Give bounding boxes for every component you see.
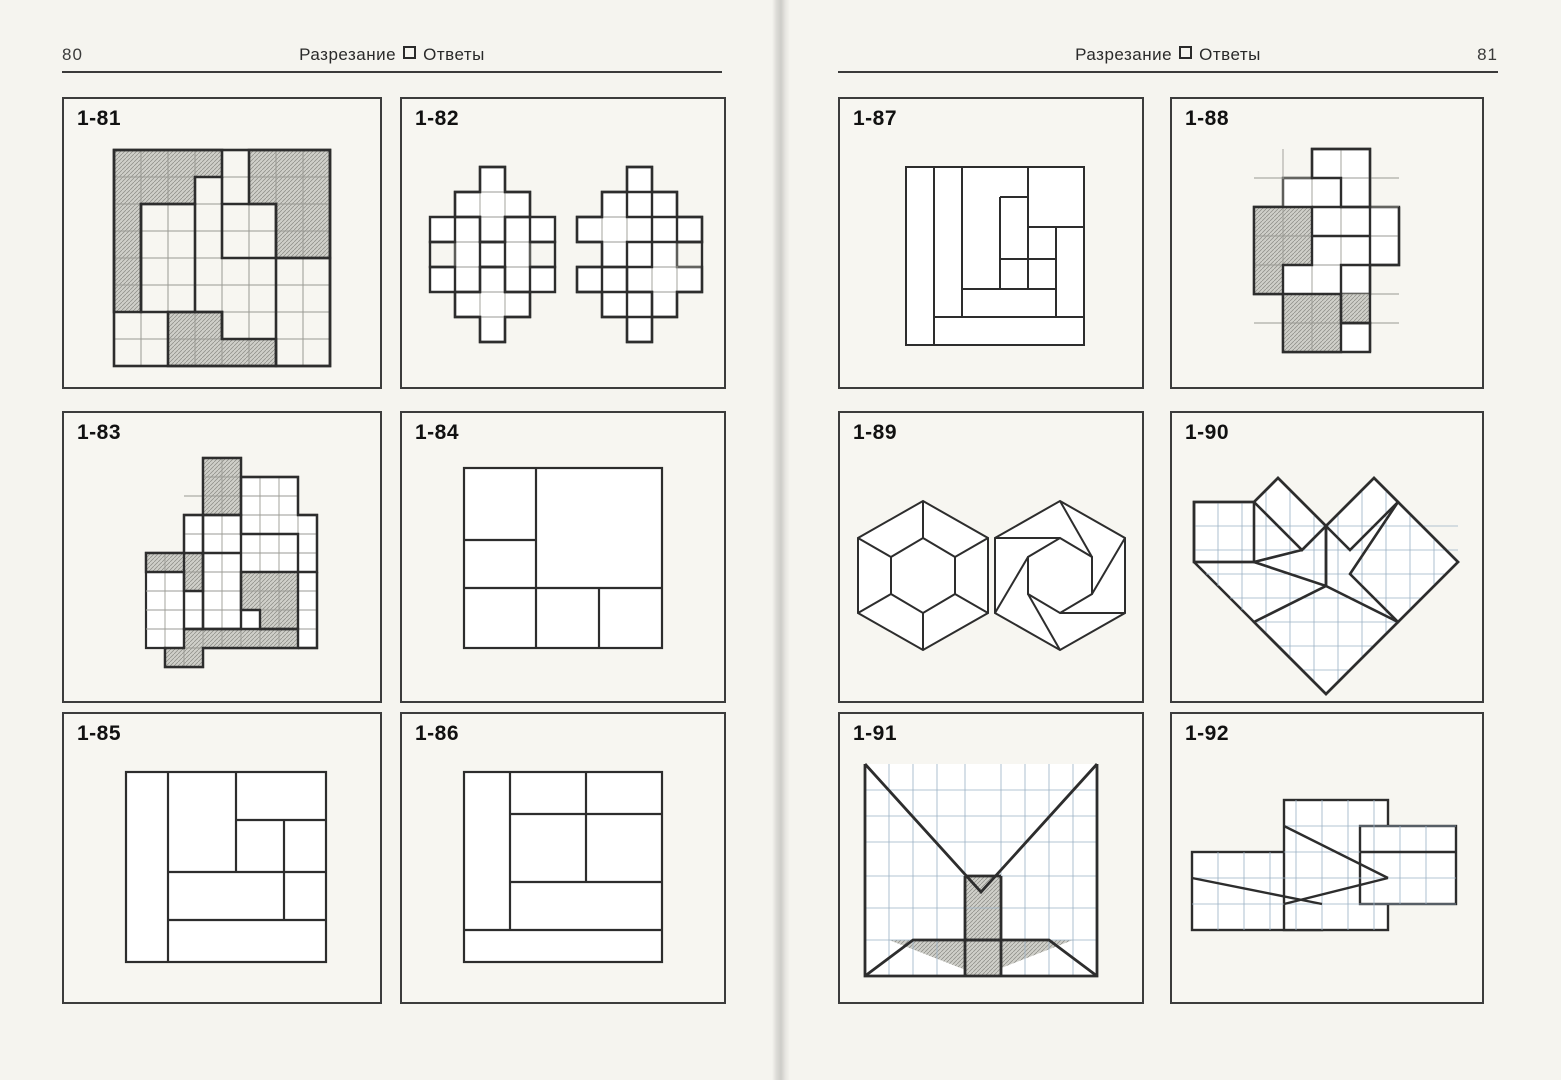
answer-label: 1-88: [1185, 107, 1230, 130]
answer-figure-1-82: [402, 99, 724, 387]
answer-cell-1-83: [62, 411, 382, 703]
header-left: [62, 45, 722, 75]
answer-label: 1-83: [77, 421, 122, 444]
answer-cell-1-87: [838, 97, 1144, 389]
header-title-left: [62, 45, 722, 65]
answer-figure-1-87: [840, 99, 1142, 387]
answer-figure-1-83: [64, 413, 380, 701]
answer-label: 1-87: [853, 107, 898, 130]
answer-cell-1-82: [400, 97, 726, 389]
answer-figure-1-91: [840, 714, 1142, 1002]
answer-label: 1-90: [1185, 421, 1230, 444]
answer-figure-1-92: [1172, 714, 1482, 1002]
answer-cell-1-91: [838, 712, 1144, 1004]
answer-figure-1-90: [1172, 413, 1482, 701]
answer-figure-1-89: [840, 413, 1142, 701]
answer-label: 1-92: [1185, 722, 1230, 745]
answer-figure-1-84: [402, 413, 724, 701]
header-title-right-start: Разрезание: [1075, 45, 1173, 64]
answer-figure-1-85: [64, 714, 380, 1002]
answer-label: 1-84: [415, 421, 460, 444]
answer-cell-1-92: [1170, 712, 1484, 1004]
answer-figure-1-86: [402, 714, 724, 1002]
header-title-right: [838, 45, 1498, 65]
answer-cell-1-88: [1170, 97, 1484, 389]
answer-label: 1-89: [853, 421, 898, 444]
answer-cell-1-81: [62, 97, 382, 389]
header-title-left-end: Ответы: [423, 45, 485, 64]
answer-label: 1-86: [415, 722, 460, 745]
answer-cell-1-90: [1170, 411, 1484, 703]
answer-cell-1-85: [62, 712, 382, 1004]
answer-cell-1-89: [838, 411, 1144, 703]
answer-figure-1-88: [1172, 99, 1482, 387]
header-right: [838, 45, 1498, 75]
answer-label: 1-82: [415, 107, 460, 130]
diamond-separator-icon: [403, 46, 416, 59]
page-number-left: 80: [62, 45, 83, 64]
header-rule-left: [62, 71, 722, 73]
answer-label: 1-85: [77, 722, 122, 745]
answer-figure-1-81: [64, 99, 380, 387]
answer-label: 1-91: [853, 722, 898, 745]
page-number-right: 81: [1477, 45, 1498, 64]
answer-cell-1-84: [400, 411, 726, 703]
header-title-right-end: Ответы: [1199, 45, 1261, 64]
header-rule-right: [838, 71, 1498, 73]
answer-label: 1-81: [77, 107, 122, 130]
diamond-separator-icon: [1179, 46, 1192, 59]
answer-cell-1-86: [400, 712, 726, 1004]
header-title-left-start: Разрезание: [299, 45, 397, 64]
